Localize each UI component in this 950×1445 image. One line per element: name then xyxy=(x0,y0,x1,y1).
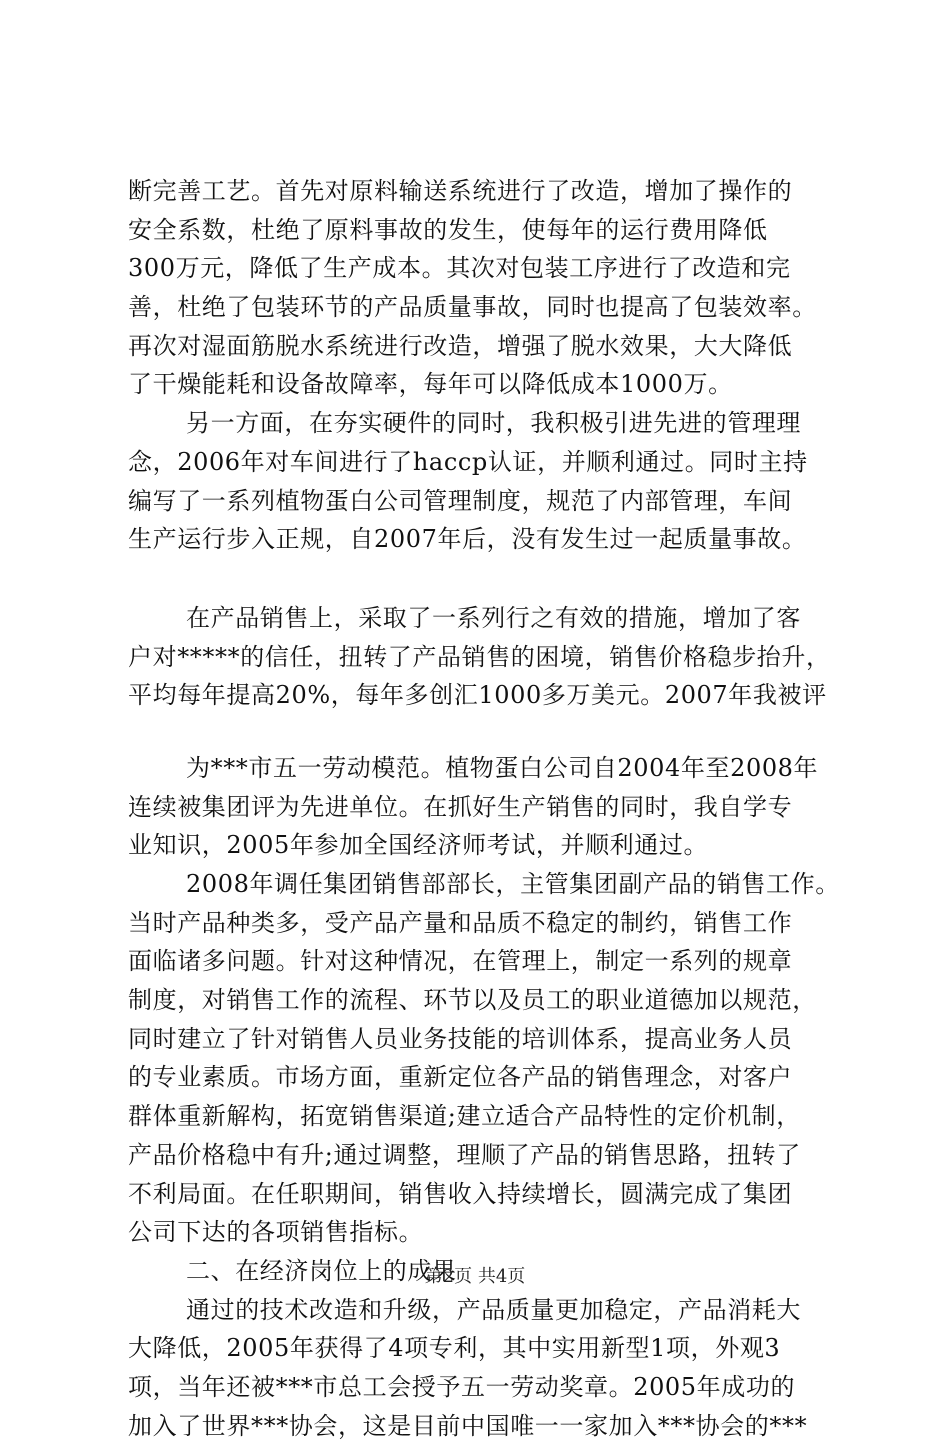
text-line: 再次对湿面筋脱水系统进行改造，增强了脱水效果，大大降低 xyxy=(128,331,793,360)
paragraph xyxy=(128,599,840,715)
text-line: 善，杜绝了包装环节的产品质量事故，同时也提高了包装效率。 xyxy=(128,293,817,322)
text-line: 平均每年提高20%，每年多创汇1000多万美元。2007年我被评 xyxy=(128,681,827,710)
text-line: 通过的技术改造和升级，产品质量更加稳定，产品消耗大 xyxy=(186,1295,801,1324)
text-line: 制度，对销售工作的流程、环节以及员工的职业道德加以规范， xyxy=(128,986,817,1015)
text-line: 了干燥能耗和设备故障率，每年可以降低成本1000万。 xyxy=(128,370,733,399)
text-line: 产品价格稳中有升;通过调整，理顺了产品的销售思路，扭转了 xyxy=(128,1140,801,1169)
paragraph-gap xyxy=(128,559,840,599)
text-line: 断完善工艺。首先对原料输送系统进行了改造，增加了操作的 xyxy=(128,177,793,205)
text-line: 为***市五一劳动模范。植物蛋白公司自2004年至2008年 xyxy=(186,753,819,782)
text-line: 不利局面。在任职期间，销售收入持续增长，圆满完成了集团 xyxy=(128,1179,793,1208)
text-line: 编写了一系列植物蛋白公司管理制度，规范了内部管理，车间 xyxy=(128,486,793,515)
heading-line: 二、在经济岗位上的成果 xyxy=(186,1256,457,1285)
text-line: 同时建立了针对销售人员业务技能的培训体系，提高业务人员 xyxy=(128,1024,793,1053)
text-line: 另一方面，在夯实硬件的同时，我积极引进先进的管理理 xyxy=(186,409,801,438)
text-line: 公司下达的各项销售指标。 xyxy=(128,1218,424,1247)
text-line: 念，2006年对车间进行了haccp认证，并顺利通过。同时主持 xyxy=(128,447,808,476)
paragraph xyxy=(128,172,840,404)
text-line: 2008年调任集团销售部部长，主管集团副产品的销售工作。 xyxy=(186,870,840,898)
document-body xyxy=(128,172,840,1445)
paragraph-gap xyxy=(128,715,840,749)
text-line: 当时产品种类多，受产品产量和品质不稳定的制约，销售工作 xyxy=(128,908,793,937)
text-line: 300万元，降低了生产成本。其次对包装工序进行了改造和完 xyxy=(128,254,791,283)
paragraph xyxy=(128,1291,840,1445)
text-line: 群体重新解构，拓宽销售渠道;建立适合产品特性的定价机制， xyxy=(128,1102,801,1131)
text-line: 连续被集团评为先进单位。在抓好生产销售的同时，我自学专 xyxy=(128,792,793,821)
text-line: 生产运行步入正规，自2007年后，没有发生过一起质量事故。 xyxy=(128,525,807,554)
paragraph xyxy=(128,865,840,1252)
text-line: 大降低，2005年获得了4项专利，其中实用新型1项，外观3 xyxy=(128,1334,781,1363)
text-line: 业知识，2005年参加全国经济师考试，并顺利通过。 xyxy=(128,831,709,860)
text-line: 户对*****的信任，扭转了产品销售的困境，销售价格稳步抬升， xyxy=(128,642,831,671)
paragraph xyxy=(128,749,840,865)
text-line: 在产品销售上，采取了一系列行之有效的措施，增加了客 xyxy=(186,603,801,632)
text-line: 项，当年还被***市总工会授予五一劳动奖章。2005年成功的 xyxy=(128,1372,796,1401)
paragraph xyxy=(128,404,840,559)
page-number-footer: 第2页 共4页 xyxy=(424,1266,526,1287)
text-line: 安全系数，杜绝了原料事故的发生，使每年的运行费用降低 xyxy=(128,215,768,244)
text-line: 的专业素质。市场方面，重新定位各产品的销售理念，对客户 xyxy=(128,1063,793,1092)
text-line: 加入了世界***协会，这是目前中国唯一一家加入***协会的*** xyxy=(128,1411,808,1440)
text-line: 面临诸多问题。针对这种情况，在管理上，制定一系列的规章 xyxy=(128,947,793,976)
